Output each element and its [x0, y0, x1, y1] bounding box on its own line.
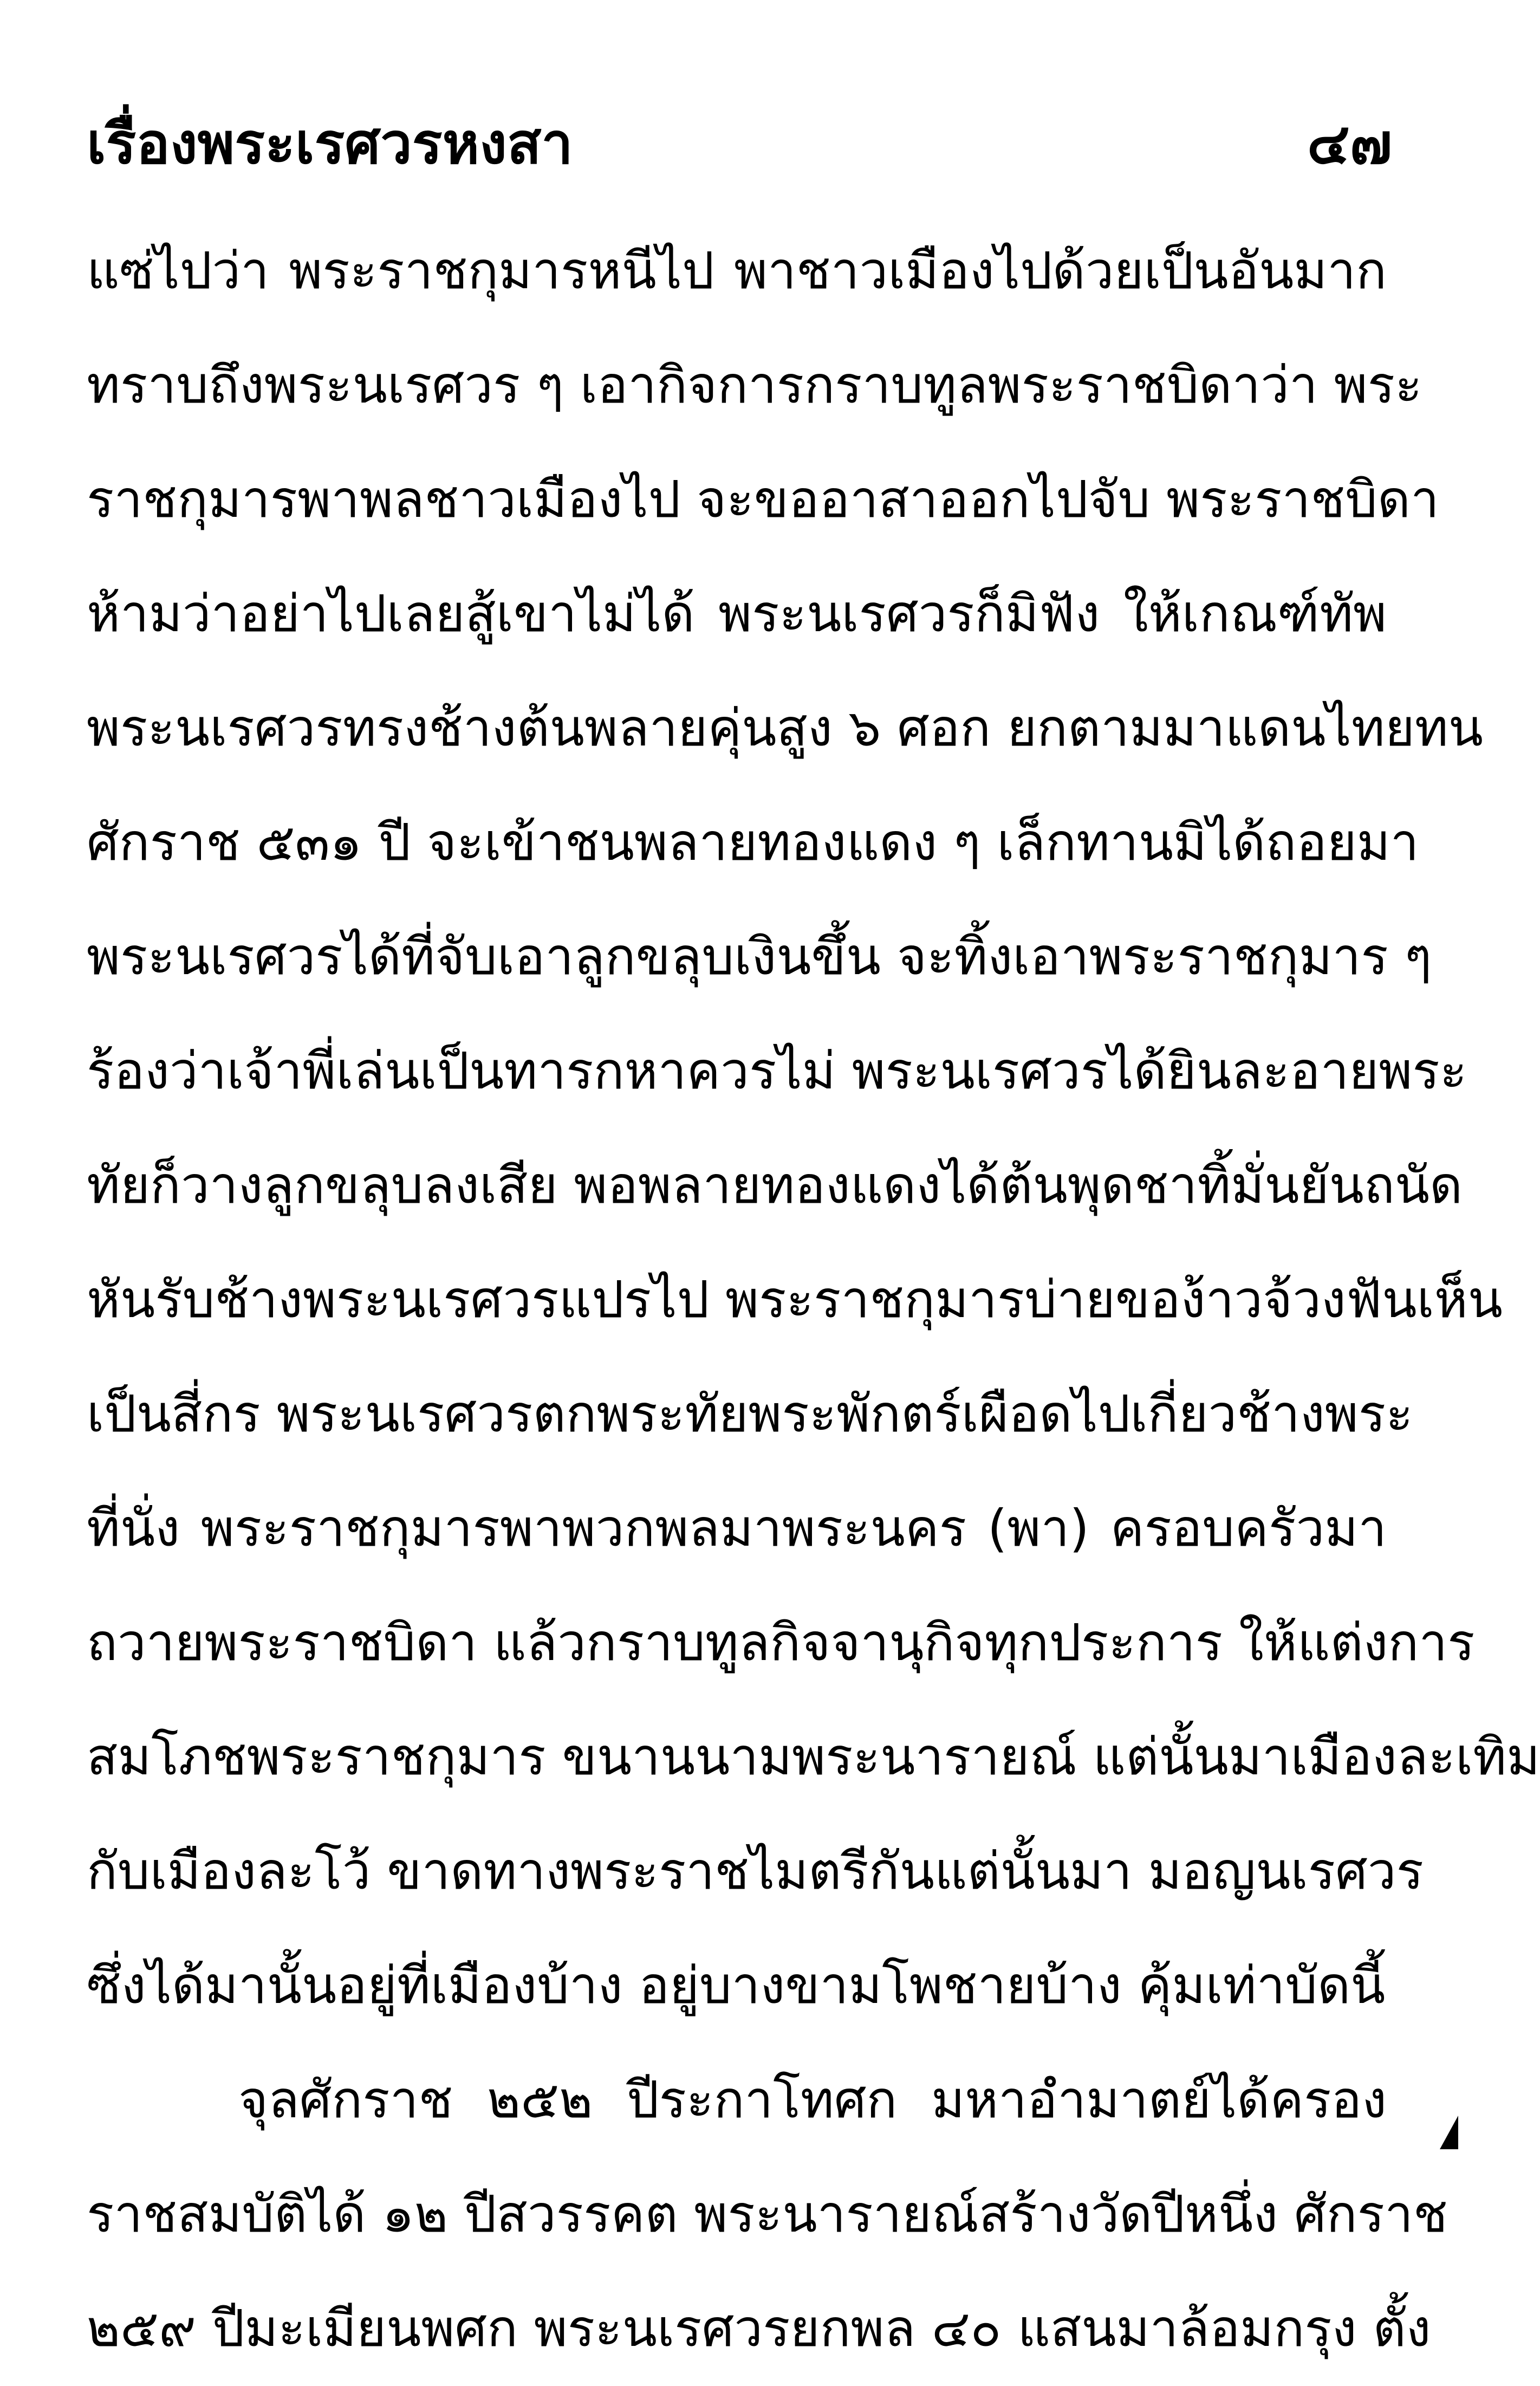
text-line: เป็นสี่กร พระนเรศวรตกพระทัยพระพักตร์เผือดไปเกี่ยวช้างพระ: [87, 1385, 1413, 1444]
text-line: ราชกุมารพาพลชาวเมืองไป จะขออาสาออกไปจับ พระราชบิดา: [87, 470, 1439, 529]
text-line: ที่นั่ง พระราชกุมารพาพวกพลมาพระนคร (พา) ครอบครัวมา: [87, 1499, 1387, 1558]
text-line: หันรับช้างพระนเรศวรแปรไป พระราชกุมารบ่ายของ้าวจ้วงฟันเห็น: [87, 1270, 1503, 1330]
text-line: สมโภชพระราชกุมาร ขนานนามพระนารายณ์ แต่นั้นมาเมืองละเทิม: [87, 1728, 1540, 1787]
text-line: ทราบถึงพระนเรศวร ๆ เอากิจการกราบทูลพระราชบิดาว่า พระ: [87, 356, 1422, 415]
text-line: ถวายพระราชบิดา แล้วกราบทูลกิจจานุกิจทุกประการ ให้แต่งการ: [87, 1613, 1475, 1672]
page-header: [81, 103, 1392, 184]
text-line: ๒๕๙ ปีมะเมียนพศก พระนเรศวรยกพล ๔๐ แสนมาล้อมกรุง ตั้ง: [87, 2299, 1431, 2358]
text-line: ซึ่งได้มานั้นอยู่ที่เมืองบ้าง อยู่บางขามโพชายบ้าง คุ้มเท่าบัดนี้: [87, 1956, 1386, 2015]
text-line: กับเมืองละโว้ ขาดทางพระราชไมตรีกันแต่นั้นมา มอญนเรศวร: [87, 1842, 1424, 1901]
text-line: ศักราช ๕๓๑ ปี จะเข้าชนพลายทองแดง ๆ เล็กทานมิได้ถอยมา: [87, 813, 1419, 872]
text-line: พระนเรศวรทรงช้างต้นพลายคุ่นสูง ๖ ศอก ยกตามมาแดนไทยทน: [87, 699, 1484, 758]
text-line: ร้องว่าเจ้าพี่เล่นเป็นทารกหาควรไม่ พระนเรศวรได้ยินละอายพระ: [87, 1042, 1467, 1101]
running-title: เรื่องพระเรศวรหงสา: [87, 111, 573, 177]
text-line: แซ่ไปว่า พระราชกุมารหนีไป พาชาวเมืองไปด้วยเป็นอันมาก: [87, 242, 1387, 301]
page-number: ๔๗: [1307, 111, 1392, 177]
text-line: ราชสมบัติได้ ๑๒ ปีสวรรคต พระนารายณ์สร้างวัดปีหนึ่ง ศักราช: [87, 2185, 1448, 2244]
page-corner-mark: [1440, 2116, 1458, 2149]
text-line: ทัยก็วางลูกขลุบลงเสีย พอพลายทองแดงได้ต้นพุดชาทิ้มั่นยันถนัด: [87, 1156, 1463, 1215]
text-line: ห้ามว่าอย่าไปเลยสู้เขาไม่ได้ พระนเรศวรก็มิฟัง ให้เกณฑ์ทัพ: [87, 585, 1387, 644]
body-text: [87, 214, 1540, 2386]
text-line: พระนเรศวรได้ที่จับเอาลูกขลุบเงินขึ้น จะทิ้งเอาพระราชกุมาร ๆ: [87, 928, 1432, 987]
paragraph-first-line: จุลศักราช ๒๕๒ ปีระกาโทศก มหาอำมาตย์ได้ครอง: [238, 2071, 1387, 2130]
